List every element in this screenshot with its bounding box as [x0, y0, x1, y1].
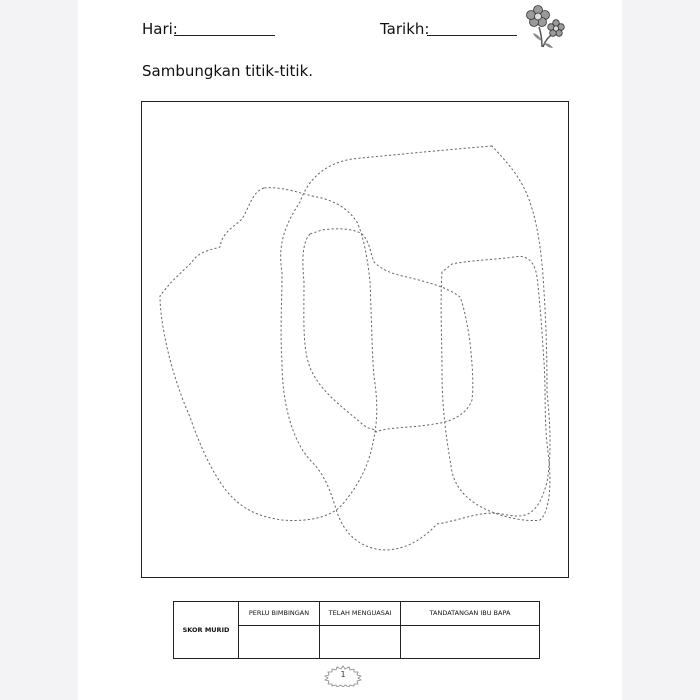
- page-number-badge: [322, 665, 364, 687]
- date-answer-line[interactable]: [427, 35, 517, 36]
- date-label: Tarikh:: [380, 20, 430, 38]
- day-label: Hari:: [142, 20, 178, 38]
- day-answer-line[interactable]: [174, 35, 275, 36]
- score-table: [173, 601, 540, 659]
- score-row-header: SKOR MURID: [174, 602, 239, 659]
- tracing-box[interactable]: [141, 101, 569, 578]
- instruction-text: Sambungkan titik-titik.: [142, 62, 314, 80]
- header-telah-menguasai: TELAH MENGUASAI: [320, 602, 401, 626]
- flower-icon: [522, 3, 568, 49]
- page-number: 1: [340, 670, 346, 679]
- dotted-tracing-path[interactable]: [142, 102, 570, 579]
- header-perlu-bimbingan: PERLU BIMBINGAN: [239, 602, 320, 626]
- tandatangan-cell[interactable]: [401, 626, 540, 659]
- perlu-bimbingan-cell[interactable]: [239, 626, 320, 659]
- telah-menguasai-cell[interactable]: [320, 626, 401, 659]
- header-tandatangan: TANDATANGAN IBU BAPA: [401, 602, 540, 626]
